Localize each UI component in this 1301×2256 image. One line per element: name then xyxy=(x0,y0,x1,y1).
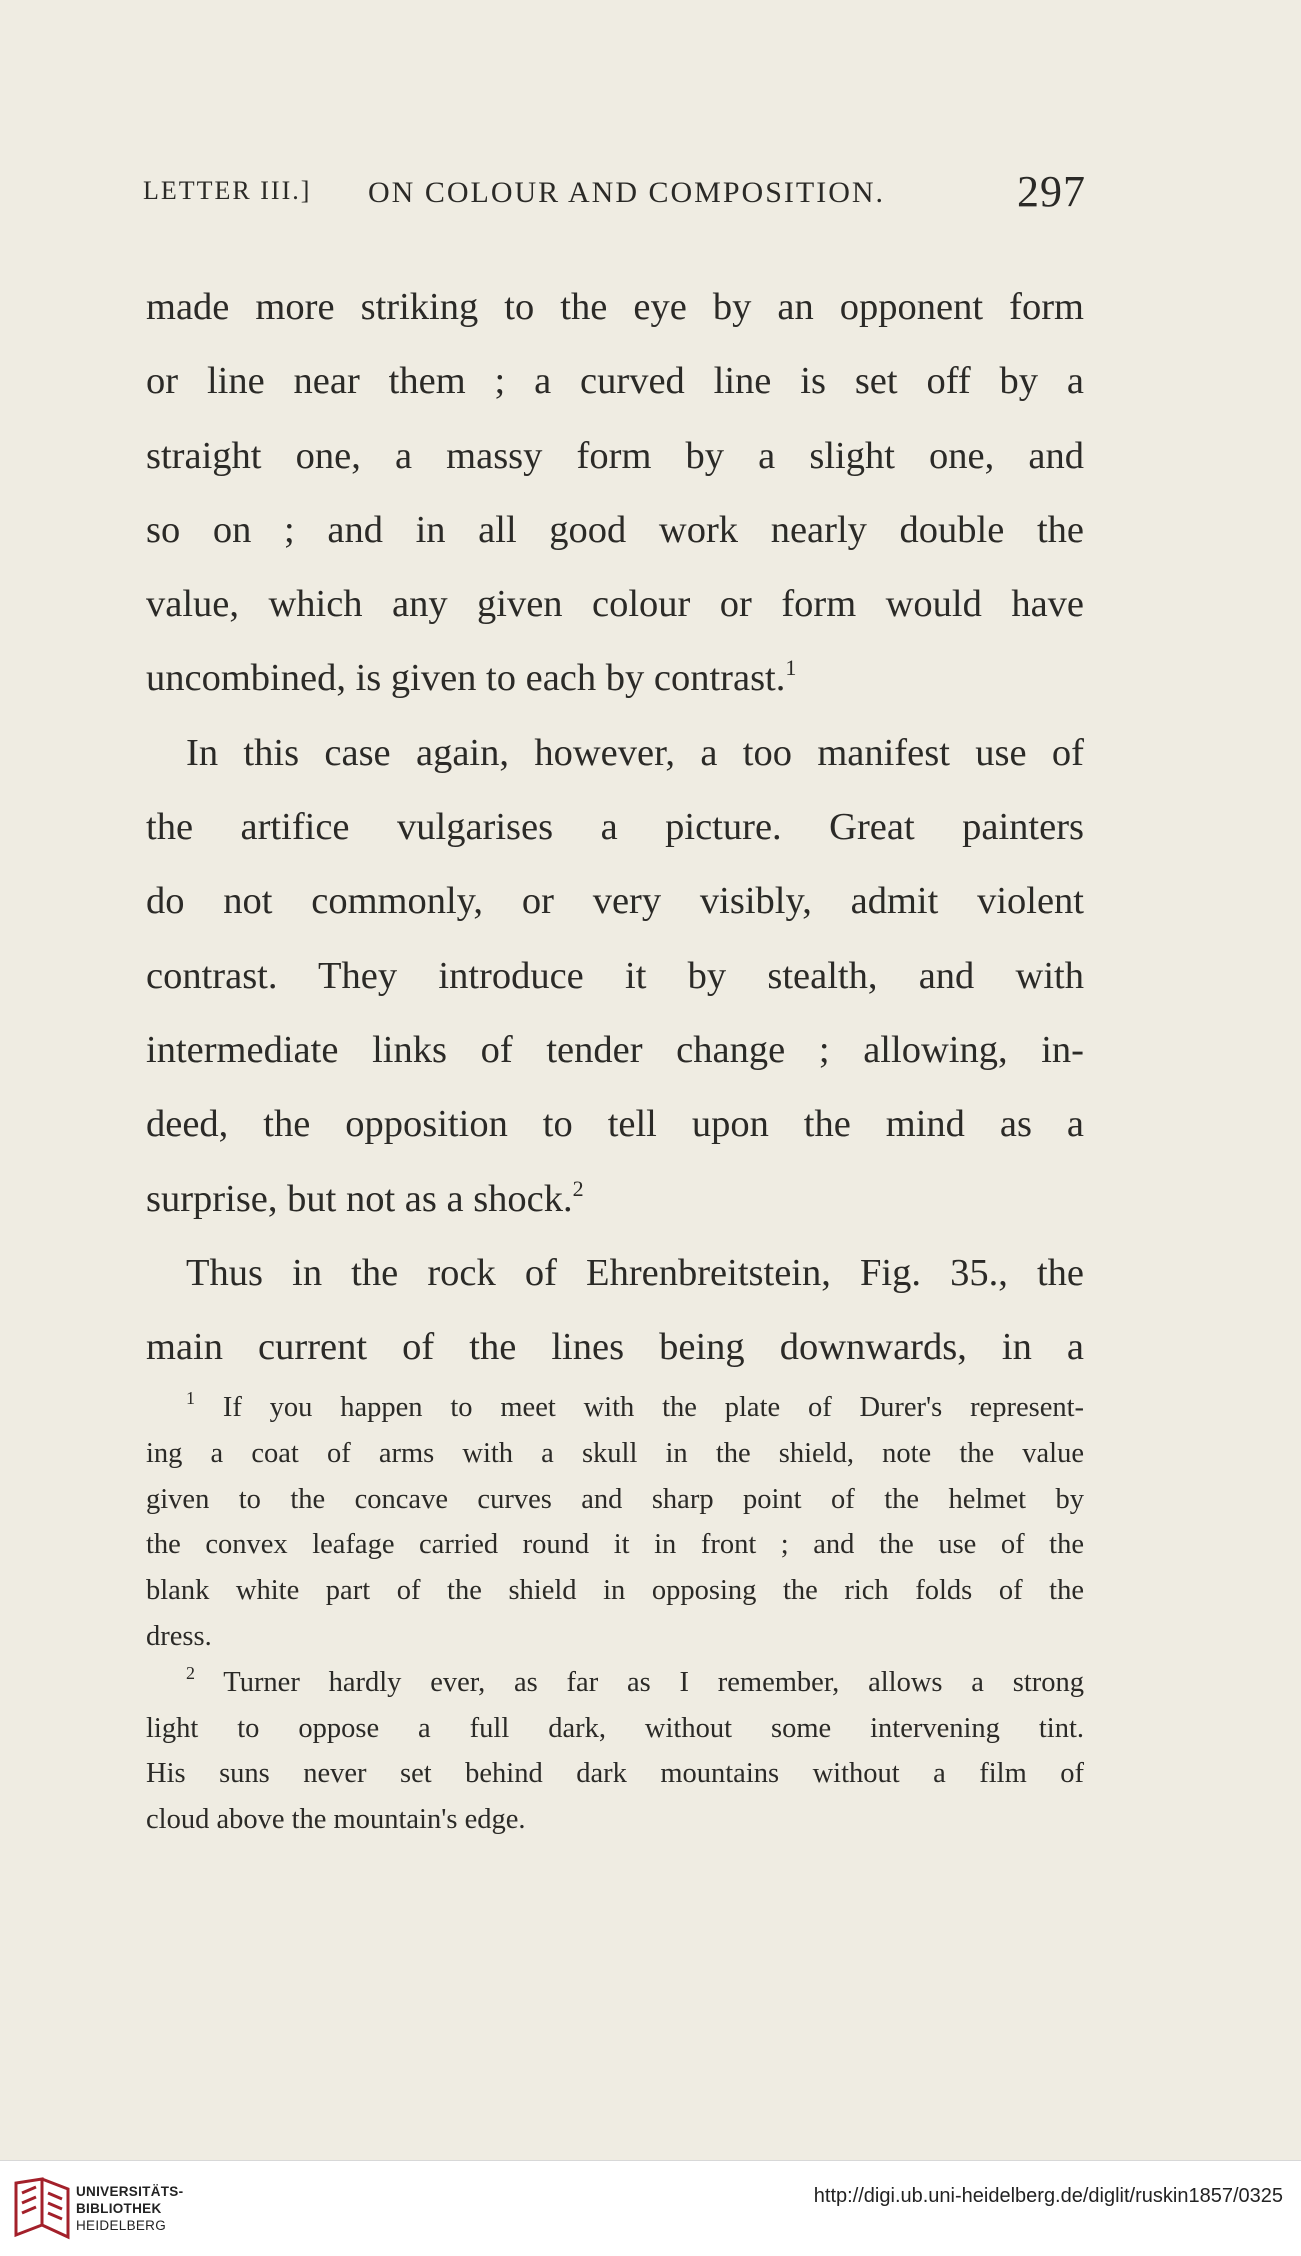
text-line: intermediate links of tender change ; allowing, in- xyxy=(146,1028,1084,1071)
library-name-line: BIBLIOTHEK xyxy=(76,2201,162,2216)
library-name-line: HEIDELBERG xyxy=(76,2218,167,2233)
text-line: contrast. They introduce it by stealth, and with xyxy=(146,954,1084,997)
university-library-logo-icon xyxy=(12,2175,72,2241)
page-number: 297 xyxy=(1017,167,1086,216)
footnote-line: dress. xyxy=(146,1620,212,1652)
footnote-line: His suns never set behind dark mountains without a film of xyxy=(146,1758,1084,1790)
text-line: value, which any given colour or form would have xyxy=(146,583,1084,626)
footnote-line: blank white part of the shield in opposing the rich folds of the xyxy=(146,1575,1084,1607)
footer-bar xyxy=(0,2160,1301,2256)
text-line: made more striking to the eye by an opponent form xyxy=(146,286,1084,328)
text-line xyxy=(146,1162,1084,1236)
text-line: do not commonly, or very visibly, admit violent xyxy=(146,880,1084,923)
footnote-reference: 1 xyxy=(785,655,797,681)
text-line: Thus in the rock of Ehrenbreitstein, Fig. 35., the xyxy=(186,1251,1084,1294)
footnote-marker: 2 xyxy=(186,1662,195,1683)
footnote-line: the convex leafage carried round it in front ; and the use of the xyxy=(146,1529,1084,1561)
text-line: so on ; and in all good work nearly double the xyxy=(146,508,1084,551)
text-line: main current of the lines being downwards, in a xyxy=(146,1326,1084,1369)
library-name xyxy=(76,2183,183,2234)
text-line: the artifice vulgarises a picture. Great painters xyxy=(146,806,1084,849)
source-url-link[interactable]: http://digi.ub.uni-heidelberg.de/diglit/ruskin1857/0325 xyxy=(813,2185,1283,2207)
text-line-content: surprise, but not as a shock. xyxy=(146,1177,573,1220)
footnote-text: Turner hardly ever, as far as I remember, allows a strong xyxy=(223,1666,1084,1698)
footnote-line: light to oppose a full dark, without some intervening tint. xyxy=(146,1712,1084,1744)
page-header xyxy=(143,166,1086,218)
footnote-line xyxy=(146,1385,1084,1431)
text-line: In this case again, however, a too manifest use of xyxy=(186,731,1084,774)
footnote-marker: 1 xyxy=(186,1388,195,1408)
library-name-line: UNIVERSITÄTS- xyxy=(76,2184,184,2199)
footnote-line: ing a coat of arms with a skull in the shield, note the value xyxy=(146,1437,1084,1469)
text-line xyxy=(146,641,1084,715)
footnote-line xyxy=(146,1660,1084,1706)
text-line: or line near them ; a curved line is set off by a xyxy=(146,360,1084,403)
chapter-title: ON COLOUR AND COMPOSITION. xyxy=(368,176,886,209)
text-line: deed, the opposition to tell upon the mind as a xyxy=(146,1103,1084,1146)
footnote-line: given to the concave curves and sharp point of the helmet by xyxy=(146,1483,1084,1515)
footnotes xyxy=(146,1385,1084,1843)
running-head: LETTER III.] xyxy=(143,176,312,205)
footnote-reference: 2 xyxy=(572,1175,584,1201)
body-text xyxy=(146,270,1084,1384)
footnote-line: cloud above the mountain's edge. xyxy=(146,1804,526,1836)
text-line: straight one, a massy form by a slight one, and xyxy=(146,434,1084,477)
footnote-text: If you happen to meet with the plate of Durer's represent- xyxy=(222,1392,1084,1423)
text-line-content: uncombined, is given to each by contrast. xyxy=(146,657,786,700)
